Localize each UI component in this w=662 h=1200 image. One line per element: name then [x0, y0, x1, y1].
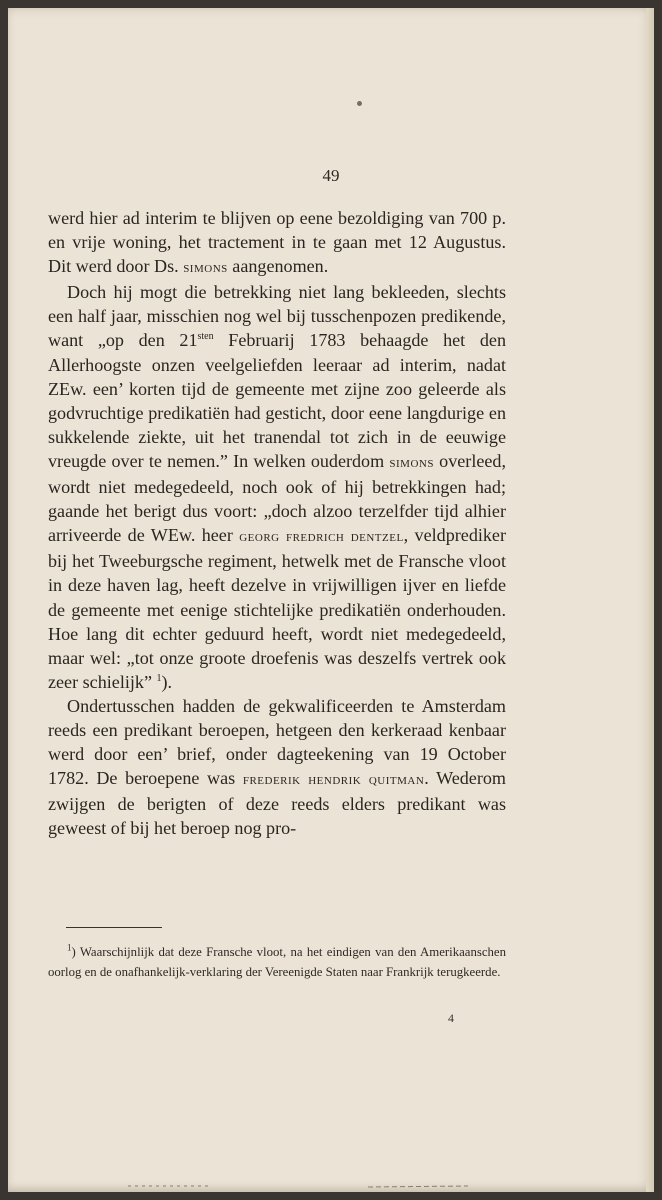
edge-mark [368, 1186, 468, 1187]
ordinal-superscript: sten [197, 331, 214, 343]
paragraph-1-text-a: werd hier ad interim te blijven op eene bezoldiging van 700 p. en vrije woning, het tractement in te gaan met 12 Augustus. Dit werd door Ds. [48, 208, 506, 277]
name-simons: simons [183, 259, 228, 277]
footnote-marker-paren: ) [71, 945, 76, 959]
paragraph-2-text-a: Doch hij mogt die betrekking niet lang bekleeden, slechts een half jaar, misschien nog wel bij tusschenpozen predikende, want „op den 21 [48, 282, 506, 351]
paragraph-2 [48, 280, 506, 694]
footnote-divider [66, 927, 162, 928]
footnote-marker: 1 [67, 942, 72, 953]
name-quitman: frederik hendrik quitman [242, 771, 425, 789]
book-page [8, 8, 654, 1192]
paragraph-1-text-b: aangenomen. [227, 256, 329, 277]
signature-mark: 4 [448, 1011, 454, 1025]
paragraph-2-text-d: , veldprediker bij het Tweeburgsche regiment, hetwelk met de Fransche vloot in deze haven lag, heeft dezelve in vrijwilligen ijver en liefde de gemeente met eenige stichtelijke predikatiën onderhouden. Hoe lang dit echter geduurd heeft, wordt niet medegedeeld, maar wel: „tot onze groote droefenis was deszelfs vertrek ook zeer schielijk” [48, 525, 506, 692]
name-simons: simons [389, 453, 434, 471]
footnote-reference: 1 [156, 672, 162, 684]
paragraph-2-text-b: Februarij 1783 behaagde het den Allerhoogste onzen veelgeliefden leeraar ad interim, nadat ZEw. een’ korten tijd de gemeente met zijne zoo geleerde als godvruchtige predikatiën had gesticht, door eene langdurige en sukkelende ziekte, uit het tranendal tot zich in de eeuwige vreugde over te nemen.” In welken ouderdom [48, 330, 506, 471]
bottom-edge-marks [8, 1178, 654, 1194]
paragraph-3-text-b: . Wederom zwijgen de berigten of deze reeds elders predikant was geweest of bij het beroep nog pro- [48, 768, 506, 839]
ink-speck [357, 101, 362, 106]
paragraph-1 [48, 206, 506, 280]
page-number: 49 [322, 166, 340, 185]
paragraph-3-text-a: Ondertusschen hadden de gekwalificeerden te Amsterdam reeds een predikant beroepen, hetgeen den kerkeraad kenbaar werd door een’ brief, onder dagteekening van 19 October 1782. De beroepene was [48, 695, 506, 789]
footnote-body [48, 943, 506, 982]
name-dentzel: georg fredrich dentzel [239, 528, 404, 546]
footnote-text: Waarschijnlijk dat deze Fransche vloot, na het eindigen van den Amerikaanschen oorlog en de onafhankelijk-verklaring der Vereenigde Staten naar Frankrijk terugkeerde. [48, 945, 506, 979]
paragraph-2-text-c: overleed, wordt niet medegedeeld, noch ook of hij betrekkingen had; gaande het berigt dus voort: „doch alzoo terzelfder tijd alhier arriveerde de WEw. heer [48, 450, 506, 546]
body-text [48, 206, 506, 840]
footnote [48, 943, 506, 982]
paragraph-2-text-e: ). [161, 671, 173, 692]
paragraph-3 [48, 694, 506, 841]
